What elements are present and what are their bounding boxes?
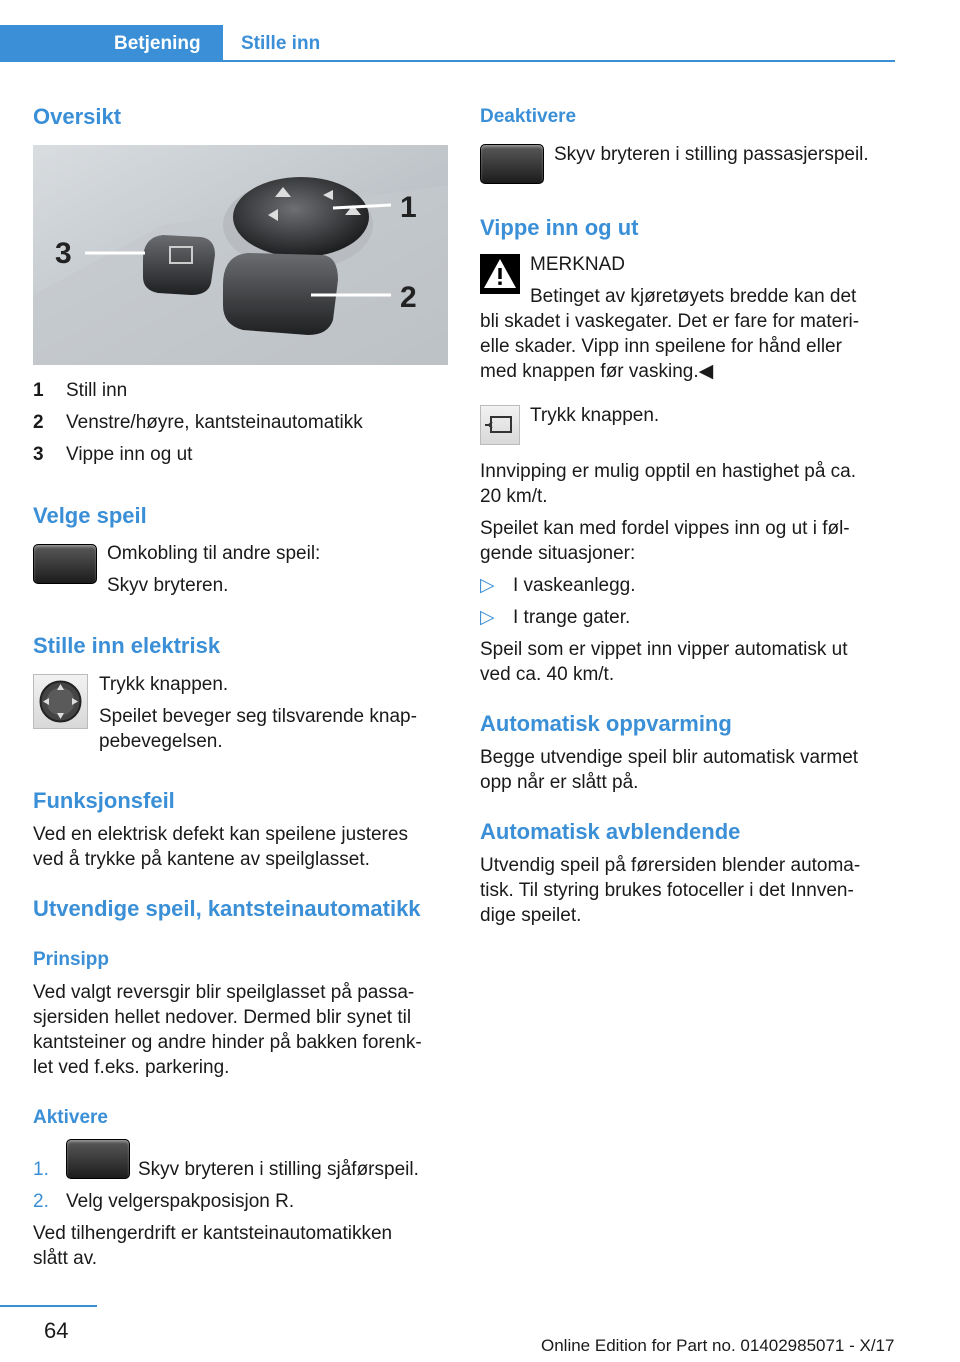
- text-line: Betinget av kjøretøyets bredde kan det: [530, 286, 857, 307]
- text-line: elle skader. Vipp inn speilene for hånd eller: [480, 336, 842, 357]
- subheading-prinsipp: Prinsipp: [33, 949, 110, 970]
- text-line: gende situasjoner:: [480, 543, 636, 564]
- legend-number: 3: [33, 444, 44, 465]
- joystick-icon: [33, 674, 88, 729]
- switch-icon: [480, 144, 544, 184]
- warning-icon: [480, 254, 520, 294]
- image-label-1: 1: [400, 191, 417, 224]
- subheading-aktivere: Aktivere: [33, 1107, 108, 1128]
- text-line: kantsteiner og andre hinder på bakken forenk‐: [33, 1032, 422, 1053]
- text-line: Trykk knappen.: [530, 405, 660, 426]
- text-line: bli skadet i vaskegater. Det er fare for materi‐: [480, 311, 860, 332]
- bullet-icon: ▷: [480, 607, 495, 628]
- text-line: Speilet kan med fordel vippes inn og ut i føl‐: [480, 518, 850, 539]
- heading-funksjonsfeil: Funksjonsfeil: [33, 788, 175, 813]
- text-line: Begge utvendige speil blir automatisk varmet: [480, 747, 859, 768]
- text-line: Ved en elektrisk defekt kan speilene justeres: [33, 824, 408, 845]
- image-label-3: 3: [55, 237, 72, 270]
- list-item: I trange gater.: [513, 607, 631, 628]
- step-number: 2.: [33, 1191, 49, 1212]
- text-line: Omkobling til andre speil:: [107, 543, 321, 564]
- bullet-icon: ▷: [480, 575, 495, 596]
- mirror-control-photo: [33, 145, 448, 365]
- legend-text: Vippe inn og ut: [66, 444, 193, 465]
- legend-text: Venstre/høyre, kantsteinautomatikk: [66, 412, 363, 433]
- text-line: slått av.: [33, 1248, 98, 1269]
- footer-rule: [0, 1305, 97, 1307]
- header-tabbar: [0, 25, 895, 62]
- step-number: 1.: [33, 1159, 49, 1180]
- text-line: 20 km/t.: [480, 486, 548, 507]
- text-line: Speilet beveger seg tilsvarende knap‐: [99, 706, 417, 727]
- tab-betjening[interactable]: Betjening: [0, 25, 223, 62]
- switch-icon: [33, 544, 97, 584]
- text-line: med knappen før vasking.◀: [480, 361, 714, 382]
- text-line: ved ca. 40 km/t.: [480, 664, 615, 685]
- heading-automatisk-oppvarming: Automatisk oppvarming: [480, 711, 732, 736]
- text-line: tisk. Til styring brukes fotoceller i det Innven‐: [480, 880, 854, 901]
- subheading-deaktivere: Deaktivere: [480, 106, 577, 127]
- legend-number: 2: [33, 412, 44, 433]
- legend-number: 1: [33, 380, 44, 401]
- text-line: Trykk knappen.: [99, 674, 229, 695]
- text-line: Innvipping er mulig opptil en hastighet på ca.: [480, 461, 857, 482]
- tab-stille-inn[interactable]: Stille inn: [241, 33, 321, 54]
- text-line: Utvendig speil på førersiden blender automa‐: [480, 855, 861, 876]
- heading-velge-speil: Velge speil: [33, 503, 147, 528]
- text-line: let ved f.eks. parkering.: [33, 1057, 230, 1078]
- text-line: Speil som er vippet inn vipper automatisk ut: [480, 639, 848, 660]
- notice-label: MERKNAD: [530, 254, 626, 275]
- switch-icon: [66, 1139, 130, 1179]
- step-text: Velg velgerspakposisjon R.: [66, 1191, 295, 1212]
- heading-automatisk-avblendende: Automatisk avblendende: [480, 819, 741, 844]
- fold-mirror-icon: [480, 405, 520, 445]
- online-edition-note: Online Edition for Part no. 01402985071 - X/17: [541, 1336, 895, 1355]
- text-line: dige speilet.: [480, 905, 582, 926]
- text-line: opp når er slått på.: [480, 772, 639, 793]
- heading-utvendige-speil: Utvendige speil, kantsteinautomatikk: [33, 896, 421, 921]
- step-text: Skyv bryteren i stilling sjåførspeil.: [138, 1159, 419, 1180]
- page-number: 64: [44, 1318, 69, 1343]
- image-label-2: 2: [400, 281, 417, 314]
- text-line: Ved valgt reversgir blir speilglasset på passa‐: [33, 982, 415, 1003]
- heading-stille-inn-elektrisk: Stille inn elektrisk: [33, 633, 221, 658]
- text-line: ved å trykke på kantene av speilglasset.: [33, 849, 370, 870]
- text-line: Skyv bryteren i stilling passasjerspeil.: [554, 144, 869, 165]
- text-line: pebevegelsen.: [99, 731, 223, 752]
- heading-vippe-inn-og-ut: Vippe inn og ut: [480, 215, 639, 240]
- list-item: I vaskeanlegg.: [513, 575, 636, 596]
- text-line: Skyv bryteren.: [107, 575, 229, 596]
- section-title-oversikt: Oversikt: [33, 104, 122, 129]
- text-line: sjersiden hellet nedover. Dermed blir synet til: [33, 1007, 412, 1028]
- legend-text: Still inn: [66, 380, 128, 401]
- text-line: Ved tilhengerdrift er kantsteinautomatikken: [33, 1223, 393, 1244]
